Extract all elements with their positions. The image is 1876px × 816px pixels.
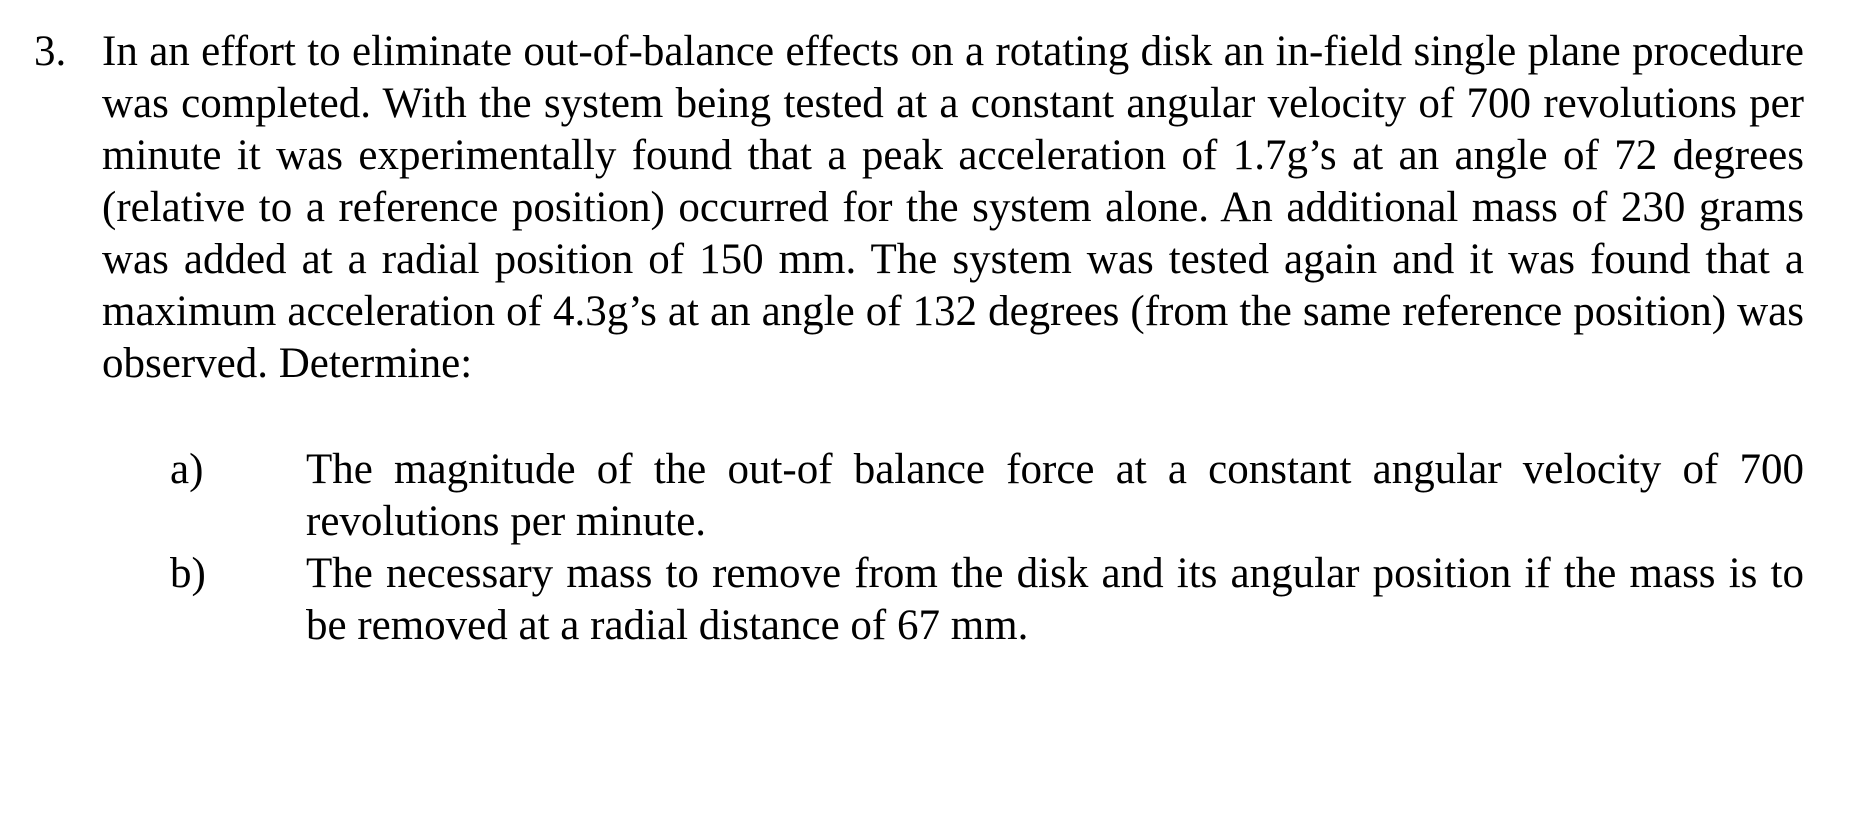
problem-statement: In an effort to eliminate out-of-balance effects on a rotating disk an in-field single plane procedure was completed. With the system being tested at a constant angular velocity of 700 revolutions per minute it was experimentally found that a peak acceleration of 1.7g’s at an angle of 72 degrees (relative to a reference position) occurred for the system alone. An additional mass of 230 grams was added at a radial position of 150 mm. The system was tested again and it was found that a maximum acceleration of 4.3g’s at an angle of 132 degrees (from the same reference position) was observed. Determine: — [102, 28, 1804, 387]
part-a-text: The magnitude of the out-of balance force at a constant angular velocity of 700 revolutions per minute. — [306, 446, 1804, 545]
part-a-label: a) — [170, 446, 204, 493]
part-b-label: b) — [170, 550, 206, 597]
part-b-text: The necessary mass to remove from the disk and its angular position if the mass is to be removed at a radial distance of 67 mm. — [306, 550, 1804, 649]
part-a — [170, 444, 1804, 548]
part-b — [170, 548, 1804, 652]
problem-3 — [34, 26, 1804, 390]
problem-number: 3. — [34, 28, 67, 75]
problem-parts — [170, 444, 1804, 652]
